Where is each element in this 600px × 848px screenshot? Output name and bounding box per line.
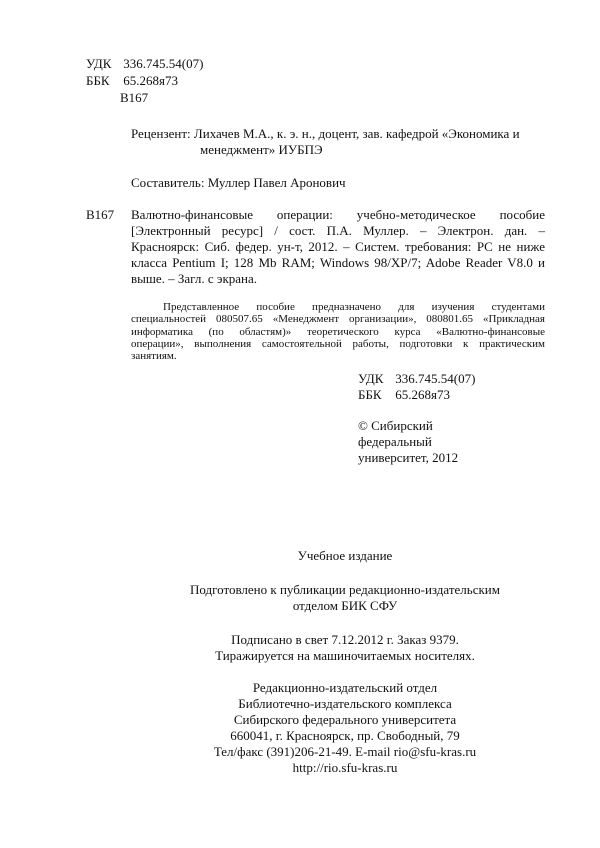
copyright-line-1: © Сибирский: [358, 418, 433, 433]
classification-bbk-label: ББК: [358, 387, 382, 402]
classification-bbk-line: [358, 387, 450, 403]
classification-bbk-value: 65.268я73: [395, 387, 450, 402]
reviewer-line-2: менеджмент» ИУБПЭ: [200, 142, 323, 157]
publisher-block: [150, 680, 540, 776]
publisher-line-2: Библиотечно-издательского комплекса: [238, 696, 452, 711]
bib-line-1: Валютно-финансовые операции: учебно-методическое пособие: [131, 207, 545, 222]
bbk-label: ББК: [86, 73, 110, 88]
classification-udk-line: [358, 371, 475, 387]
classification-udk-value: 336.745.54(07): [395, 371, 476, 386]
signed-line-1: Подписано в свет 7.12.2012 г. Заказ 9379.: [231, 632, 459, 647]
bbk-value: 65.268я73: [123, 73, 178, 88]
udk-value: 336.745.54(07): [123, 56, 204, 71]
prepared-line-1: Подготовлено к публикации редакционно-издательским: [189, 582, 500, 597]
publisher-line-4: 660041, г. Красноярск, пр. Свободный, 79: [230, 728, 460, 743]
bib-line-4: класса Pentium I; 128 Mb RAM; Windows 98/XP/7; Adobe Reader V8.0 и: [131, 255, 545, 270]
udk-label: УДК: [86, 56, 112, 71]
annotation-block: [131, 301, 545, 362]
annotation-line-3: информатика (по областям)» теоретического курса «Валютно-финансовые: [131, 325, 545, 338]
copyright-line-2: федеральный: [358, 434, 432, 449]
annotation-line-4: операции», выполнения самостоятельной работы, подготовки к практическим: [131, 337, 545, 350]
bib-line-5: выше. – Загл. с экрана.: [131, 271, 258, 286]
reviewer-block: [131, 126, 571, 158]
bib-code: В167: [86, 207, 115, 222]
signed-line-2: Тиражируется на машиночитаемых носителях.: [215, 648, 475, 663]
publisher-line-3: Сибирского федерального университета: [233, 712, 457, 727]
publisher-line-1: Редакционно-издательский отдел: [252, 680, 438, 695]
compiler-line: Составитель: Муллер Павел Аронович: [131, 175, 346, 190]
classification-udk-label: УДК: [358, 371, 384, 386]
annotation-line-2: специальностей 080507.65 «Менеджмент организации», 080801.65 «Прикладная: [131, 313, 545, 326]
reviewer-line-1: Рецензент: Лихачев М.А., к. э. н., доцент, зав. кафедрой «Экономика и: [131, 126, 520, 141]
edition-type: Учебное издание: [297, 548, 393, 563]
signed-block: [150, 632, 540, 664]
prepared-block: [150, 582, 540, 614]
publisher-url-line: http://rio.sfu-kras.ru: [292, 760, 398, 775]
annotation-line-1: Представленное пособие предназначено для изучения студентами: [163, 301, 545, 313]
header-bbk-line: [86, 73, 178, 89]
annotation-line-5: занятиям.: [131, 350, 177, 363]
publisher-email-line: Тел/факс (391)206-21-49. E-mail rio@sfu-kras.ru: [213, 744, 477, 759]
bib-line-2: [Электронный ресурс] / сост. П.А. Муллер. – Электрон. дан. –: [131, 223, 545, 238]
header-udk-line: [86, 56, 203, 72]
bib-line-3: Красноярск: Сиб. федер. ун-т, 2012. – Систем. требования: PC не ниже: [131, 239, 545, 254]
copyright-block: [358, 418, 458, 466]
copyright-line-3: университет, 2012: [358, 450, 459, 465]
bib-description: [131, 207, 545, 287]
prepared-line-2: отделом БИК СФУ: [292, 598, 398, 613]
header-code: В167: [120, 90, 149, 105]
